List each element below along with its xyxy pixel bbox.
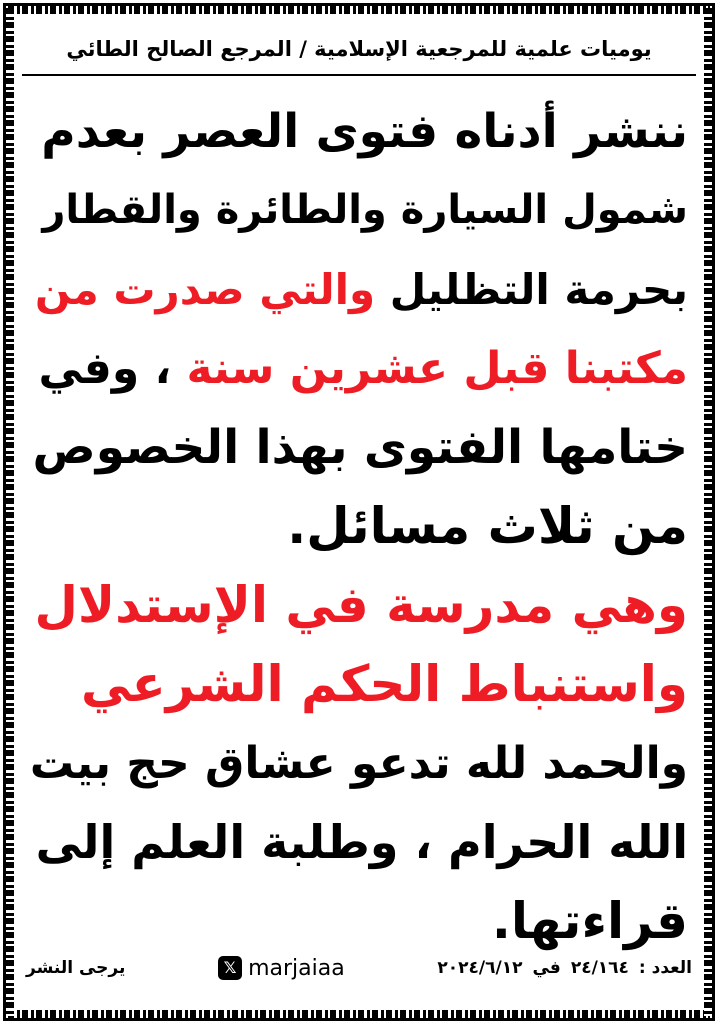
body-line	[30, 724, 688, 803]
issue-info	[437, 958, 692, 978]
body-line	[30, 408, 688, 487]
body-text: ننشر أدناه فتوى العصر بعدم	[41, 104, 688, 159]
announcement-body	[30, 92, 688, 950]
body-text: شمول السيارة والطائرة والقطار	[42, 187, 688, 233]
body-text: قراءتها.	[491, 892, 688, 950]
body-text: ختامها الفتوى بهذا الخصوص	[32, 420, 688, 475]
social-handle[interactable]	[218, 956, 345, 981]
body-line	[30, 566, 688, 645]
issue-date: ٢٠٢٤/٦/١٢	[437, 958, 523, 978]
body-text: ، وفي	[38, 343, 187, 394]
body-line	[30, 803, 688, 882]
body-line	[30, 171, 688, 250]
body-text: بحرمة التظليل	[375, 265, 688, 314]
body-line	[30, 250, 688, 329]
highlighted-text: والتي صدرت من	[34, 265, 376, 314]
x-logo-icon: 𝕏	[218, 956, 242, 980]
header-divider	[22, 74, 696, 76]
body-line	[30, 487, 688, 566]
highlighted-text: مكتبنا قبل عشرين سنة	[186, 343, 688, 394]
body-line	[30, 329, 688, 408]
header-title: يوميات علمية للمرجعية الإسلامية / المرجع الصالح الطائي	[66, 37, 652, 61]
footer	[26, 945, 692, 991]
social-handle-text: marjaiaa	[248, 955, 345, 981]
body-line	[30, 645, 688, 724]
date-label: في	[532, 958, 561, 978]
highlighted-text: واستنباط الحكم الشرعي	[80, 655, 688, 713]
body-text: والحمد لله تدعو عشاق حج بيت	[30, 738, 688, 789]
body-text: من ثلاث مسائل.	[287, 497, 688, 555]
issue-number: ٢٤/١٦٤	[570, 958, 629, 978]
border-pattern-top	[8, 6, 710, 14]
publish-note: يرجى النشر	[26, 958, 126, 978]
border-pattern-bottom	[8, 1010, 710, 1018]
issue-label: العدد :	[638, 958, 692, 978]
highlighted-text: وهي مدرسة في الإستدلال	[34, 576, 688, 634]
body-text: الله الحرام ، وطلبة العلم إلى	[35, 815, 688, 869]
border-pattern-right	[704, 8, 712, 1016]
body-line	[30, 92, 688, 171]
border-pattern-left	[6, 8, 14, 1016]
